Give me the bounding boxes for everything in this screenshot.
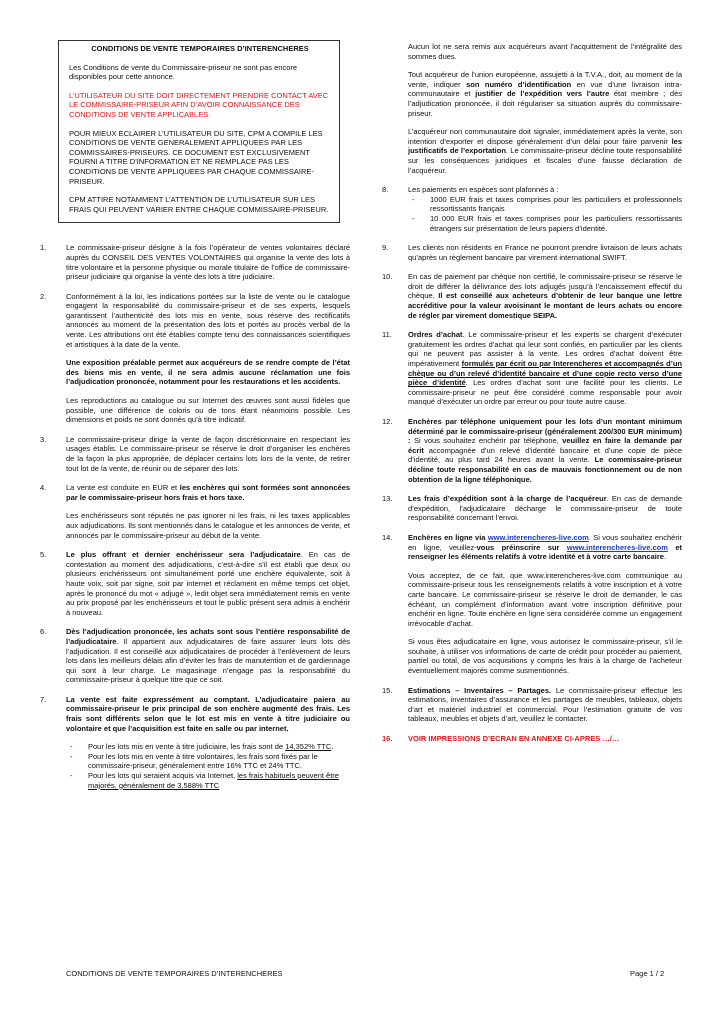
text-run: . Le commissaire-priseur et les experts se chargent d’exécuter gratuitement les ordres d’achat qui leur sont confiés, en particulier par les clients qui ne peuvent pas assister à la vente. Les ordres d’achat doivent être impérativement — [408, 330, 682, 369]
clause-text: Les reproductions au catalogue ou sur Internet des œuvres sont aussi fidèles que possible, une différence de coloris ou de tons étant néanmoins possible. Les dimensions et poids ne sont donnés qu’à titre indicatif. — [66, 396, 350, 425]
clause-text: Les clients non résidents en France ne pourront prendre livraison de leurs achats qu’après un règlement bancaire par virement international SWIFT. — [408, 243, 682, 262]
clause-text-bold: Une exposition préalable permet aux acquéreurs de se rendre compte de l’état des biens mis en vente, il ne sera admis aucune réclamation une fois l’adjudication prononcée, notamment pour les restaurations et les accidents. — [66, 358, 350, 387]
text-run-bold: les enchères qui sont formées sont annoncées par le commissaire-priseur hors frais et hors taxe. — [66, 483, 350, 502]
clause-text: Le commissaire-priseur dirige la vente de façon discrétionnaire en respectant les usages établis. Le commissaire-priseur se réserve le droit d’organiser les enchères de la façon la plus appropriée, de déplacer certains lots lors de la vente, de retirer tout lot de la vente, de réunir ou de séparer des lots. — [66, 434, 350, 473]
text-run: . Si vous souhaitez enchérir en ligne, veuillez- — [408, 532, 682, 552]
clause-text — [66, 550, 350, 617]
clause-text — [408, 272, 682, 320]
text-run-bold: Dès l’adjudication prononcée, les achats sont sous l’entière responsabilité de l’adjudicataire — [66, 627, 350, 646]
text-run-underline: 14,352% TTC — [285, 742, 332, 752]
clause-13 — [382, 494, 682, 523]
clause-number: 1. — [40, 243, 47, 253]
text-run: en vue d’une livraison intra-communautaire et — [408, 79, 682, 99]
clause-number: 15. — [382, 685, 393, 695]
bullet-item — [408, 195, 682, 214]
bullet-dash: - — [70, 751, 73, 761]
text-run: Pour les lots mis en vente à titre volontaires, les frais sont fixés par le commissaire-priseur, généralement entre 16% TTC et 24% TTC. — [88, 751, 318, 771]
text-run-bold: Ordres d’achat — [408, 330, 463, 340]
clause-number: 5. — [40, 550, 47, 560]
clause-text — [408, 330, 682, 407]
clause-number: 8. — [382, 185, 389, 195]
text-run: En cas de paiement par chèque non certifié, le commissaire-priseur se réserve le droit de différer la délivrance des lots adjugés jusqu’à l’encaissement effectif du chèque. — [408, 272, 682, 301]
clause-number: 3. — [40, 434, 47, 444]
clause-number: 14. — [382, 532, 393, 542]
bullet-item — [66, 771, 350, 790]
temporary-conditions-box — [58, 40, 340, 223]
annex-reference: VOIR IMPRESSIONS D’ECRAN EN ANNEXE CI-APRES …/… — [408, 734, 620, 744]
clause-text: Conformément à la loi, les indications portées sur la liste de vente ou le catalogue engagent la responsabilité du commissaire-priseur et de ses experts, lesquels garantissent l’authenticité des lots mis en vente, sous réserve des rectificatifs annoncés au moment de la présentation des lots et portés au procès verbal de la vente. Les attributions ont été établies compte tenu des connaissances scientifiques et artistiques à la date de la vente. — [66, 291, 350, 349]
clause-text: Aucun lot ne sera remis aux acquéreurs avant l’acquittement de l’intégralité des sommes dues. — [408, 42, 682, 61]
bullet-dash: - — [412, 194, 415, 204]
clause-16 — [382, 734, 682, 744]
text-run: accompagnée d’un relevé d’identité bancaire et d’une copie de pièce d’identité, au plus tard 24 heures avant la vente. — [408, 445, 682, 465]
bullet-dash: - — [70, 771, 73, 781]
text-run-underline: les frais habituels peuvent être majorés, généralement de 3,588% TTC — [88, 771, 339, 790]
clause-number: 2. — [40, 291, 47, 301]
clause-text: Le commissaire-priseur désigne à la fois l’opérateur de ventes volontaires déclaré auprès du CONSEIL DES VENTES VOLONTAIRES qui organise la vente des lots à titre volontaire et la personne physique ou morale titulaire de l’office de commissaire-priseur judiciaire qui organise la vente des lots à titre judiciaire. — [66, 243, 350, 282]
text-run-bold: Le plus offrant et dernier enchérisseur sera l’adjudicataire — [66, 550, 301, 560]
box-warning-paragraph: L’UTILISATEUR DU SITE DOIT DIRECTEMENT PRENDRE CONTACT AVEC LE COMMISSAIRE-PRISEUR AFIN D’AVOIR CONNAISSANCE DES CONDITIONS DE VENTE APPLICABLES. — [69, 90, 329, 119]
bullet-dash: - — [70, 742, 73, 752]
clause-text: Si vous êtes adjudicataire en ligne, vous autorisez le commissaire-priseur, s’il le souhaite, à utiliser vos informations de carte de crédit pour procéder au paiement, partiel ou total, de vos acquisitions y compris les frais à la charge de l’acheteur éventuellement majorés comme susmentionnés. — [408, 637, 682, 676]
text-run: 10 000 EUR frais et taxes comprises pour les particuliers ressortissants étrangers sur présentation de leurs papiers d’identité. — [430, 213, 682, 233]
text-run-bold: Enchères par téléphone uniquement pour les lots d’un montant minimum déterminé par le commissaire-priseur (généralement 200/300 EUR minimum) : — [408, 417, 682, 446]
text-run-bold: justifier de l’expédition vers l’autre — [475, 89, 610, 99]
text-run: Pour les lots mis en vente à titre judiciaire, les frais sont de — [88, 742, 286, 752]
text-run-bold: Enchères en ligne via — [408, 532, 488, 542]
text-run-bold: et renseigner les éléments relatifs à votre identité et à votre carte bancaire — [408, 542, 682, 562]
clause-2 — [40, 292, 350, 425]
clause-7 — [40, 695, 350, 790]
clause-6 — [40, 627, 350, 685]
clause-text — [66, 627, 350, 685]
text-run: Pour les lots qui seraient acquis via Internet, — [88, 771, 238, 781]
clause-text — [408, 494, 682, 523]
text-run: Tout acquéreur de l’union européenne, assujetti à la T.V.A., doit, au moment de la vente, indiquer — [408, 70, 682, 89]
text-run: . — [331, 742, 334, 752]
clause-7-continued — [382, 42, 682, 175]
text-run: 1000 EUR frais et taxes comprises pour les particuliers et professionnels ressortissants français — [430, 194, 682, 214]
clause-text — [408, 127, 682, 175]
clause-text — [408, 70, 682, 118]
text-run: . — [663, 552, 667, 562]
bullet-item — [66, 742, 350, 752]
text-run: . Il appartient aux adjudicataires de faire assurer leurs lots dès l’adjudication. Il est conseillé aux adjudicataires de procéder à l’enlèvement de leurs lots dans les meilleurs délais afin d’éviter les frais de manutention et de gardiennage qui sont à leur charge. Le magasinage n’engage pas la responsabilité du commissaire-priseur à quelque titre que ce soit. — [66, 636, 350, 685]
box-paragraph-4: CPM ATTIRE NOTAMMENT L’ATTENTION DE L’UTILISATEUR SUR LES FRAIS QUI PEUVENT VARIER ENTRE CHAQUE COMMISSAIRE-PRISEUR. — [69, 195, 329, 214]
box-title: CONDITIONS DE VENTE TEMPORAIRES D’INTERENCHERES — [91, 44, 309, 53]
right-column — [382, 42, 682, 744]
text-run: état membre ; dès l’adjudication prononcée, il doit régulariser sa situation auprès du commissaire-priseur. — [408, 89, 682, 118]
text-run-bold: les justificatifs de l’exportation — [408, 136, 682, 156]
text-run: Si vous souhaitez enchérir par téléphone, — [410, 436, 563, 446]
clause-text — [408, 533, 682, 562]
clause-text: Les paiements en espèces sont plafonnés à : — [408, 185, 559, 195]
bullet-item — [408, 214, 682, 233]
clause-1 — [40, 243, 350, 281]
footer-title: CONDITIONS DE VENTE TEMPORAIRES D’INTERENCHERES — [66, 969, 283, 978]
left-column — [40, 40, 350, 790]
text-run: Le commissaire-priseur effectue les estimations, inventaires d’assurance et les partages de meubles, tableaux, objets d’art et matériel industriel et commercial. Pour l’estimation gratuite de vos tableaux, meubles et objets d’art, veuillez le contacter. — [408, 685, 683, 724]
clause-number: 7. — [40, 694, 47, 704]
clause-text: Les enchérisseurs sont réputés ne pas ignorer ni les frais, ni les taxes applicables aux adjudications. Ils sont mentionnés dans le catalogue et les annonces de vente, et annoncés par le commissaire-priseur au début de la vente. — [66, 511, 350, 540]
clause-number: 10. — [382, 272, 393, 282]
clause-number: 12. — [382, 417, 393, 426]
text-run-bold: Estimations – Inventaires – Partages. — [408, 685, 552, 695]
clause-10 — [382, 272, 682, 320]
page-number: Page 1 / 2 — [630, 969, 665, 978]
clause-12 — [382, 417, 682, 484]
text-run-bold: veuillez en faire la demande par écrit — [408, 436, 682, 455]
clause-number: 16. — [382, 734, 393, 744]
clause-8 — [382, 185, 682, 233]
text-run: La vente est conduite en EUR et — [66, 483, 180, 493]
clause-15 — [382, 686, 682, 724]
text-run: . Le commissaire-priseur décline toute responsabilité sur les conséquences juridiques et fiscales d’une fausse déclaration de l’acquéreur. — [408, 146, 682, 175]
clause-4 — [40, 483, 350, 540]
text-run: L’acquéreur non communautaire doit signaler, immédiatement après la vente, son intention d’exporter et dispose généralement d’un délai pour faire parvenir — [408, 127, 682, 146]
clause-number: 9. — [382, 243, 389, 253]
clause-text — [408, 686, 682, 724]
clause-14 — [382, 533, 682, 676]
interencheres-live-link[interactable]: www.interencheres-live.com — [487, 532, 589, 542]
text-run: . En cas de contestation au moment des adjudications, c’est-à-dire s’il est établi que deux ou plusieurs enchérisseurs ont simultanément porté une enchère équivalente, soit à haute voix, soit par signe, soit par internet et réclament en même temps cet objet, après le prononcé du mot « adjugé », ledit objet sera immédiatement remis en vente au prix proposé par les enchérisseurs et tout le public présent sera admis à enchérir à nouveau. — [66, 550, 351, 617]
clause-5 — [40, 550, 350, 617]
clause-number: 13. — [382, 494, 393, 504]
text-run-bold: Il est conseillé aux acheteurs d’obtenir de leur banque une lettre accréditive pour la valeur avoisinant le montant de leurs achats ou encore de régler par virement domestique SEIPA. — [408, 291, 682, 320]
clause-text — [408, 417, 682, 484]
text-run-bold: son numéro d’identification — [466, 79, 572, 89]
box-paragraph-3: POUR MIEUX ECLAIRER L’UTILISATEUR DU SITE, CPM A COMPILE LES CONDITIONS DE VENTE GENERALEMENT APPLIQUEES PAR LES COMMISSAIRES-PRISEURS. CE DOCUMENT EST EXCLUSIVEMENT FOURNI A TITRE D’INFORMATION ET NE REMPLACE PAS LES CONDITIONS DE VENTE APPLIQUEES PAR CHAQUE COMMISSAIRE-PRISEUR. — [69, 128, 323, 186]
clause-3 — [40, 435, 350, 473]
clause-text-bold: La vente est faite expressément au comptant. L’adjudicataire paiera au commissaire-priseur le prix principal de son enchère augmenté des frais. Les frais sont différents selon que le lot est mis en vente à titre judiciaire ou volontaire et que l’acquisition est faite en salle ou par internet. — [66, 694, 350, 733]
text-run: . En cas de demande d’expédition, l’adjudicataire décharge le commissaire-priseur de toute responsabilité concernant l’envoi. — [408, 494, 682, 523]
text-run-bold: vous préinscrire sur — [476, 542, 567, 552]
bullet-dash: - — [412, 213, 415, 223]
clause-text: Vous acceptez, de ce fait, que www.interencheres-live.com communique au commissaire-priseur tous les renseignements relatifs à votre inscription et à votre carte bancaire. Le commissaire-priseur se réserve le droit de demander, le cas échéant, un complément d’information avant votre inscription définitive pour enchérir en ligne. Toute enchère en ligne sera considérée comme un engagement irrévocable d’achat. — [408, 570, 682, 628]
clause-number: 6. — [40, 627, 47, 637]
bullet-item — [66, 752, 350, 771]
text-run-bold-underline: formulés par écrit ou par Interencheres et accompagnés d’un chèque ou d’un relevé d’identité bancaire et d’une copie recto verso d’une pièce d’identité — [408, 359, 682, 388]
box-paragraph-1: Les Conditions de vente du Commissaire-priseur ne sont pas encore disponibles pour cette annonce. — [69, 62, 298, 82]
clause-9 — [382, 243, 682, 262]
clause-text — [66, 483, 350, 502]
interencheres-live-link[interactable]: www.interencheres-live.com — [566, 542, 668, 552]
clause-number: 11. — [382, 330, 392, 340]
clause-number: 4. — [40, 483, 47, 493]
text-run-bold: Le commissaire-priseur décline toute responsabilité en cas de mauvais fonctionnement ou de non obtention de la ligne téléphonique. — [408, 455, 682, 484]
text-run-bold: Les frais d’expédition sont à la charge de l’acquéreur — [408, 494, 607, 504]
clause-11 — [382, 330, 682, 407]
text-run: . Les ordres d’achat sont une facilité pour les clients. Le commissaire-priseur ne peut être considéré comme responsable pour avoir manqué d’exécuter un ordre par erreur ou pour toute autre cause. — [408, 378, 682, 407]
